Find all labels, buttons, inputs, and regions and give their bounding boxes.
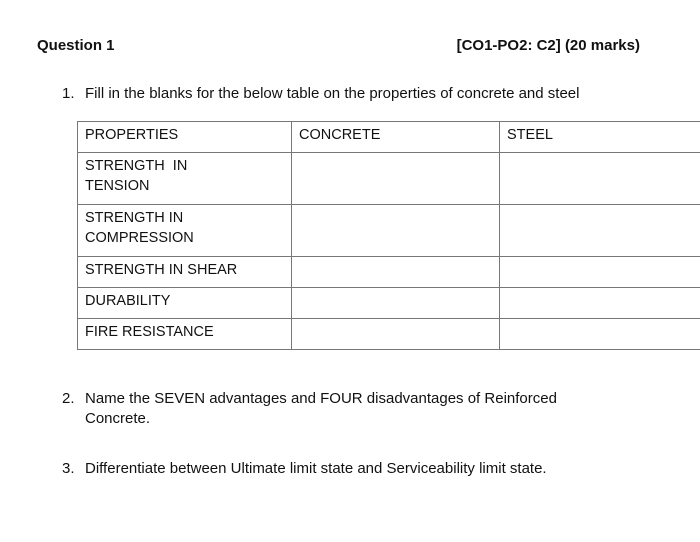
steel-cell[interactable]	[500, 153, 700, 205]
property-cell	[78, 205, 292, 257]
steel-cell[interactable]	[500, 319, 700, 350]
property-label: STRENGTH IN	[85, 158, 188, 174]
marks-code: [CO1-PO2: C2] (20 marks)	[456, 37, 640, 54]
table-row	[78, 288, 700, 319]
table-row	[78, 257, 700, 288]
property-label: TENSION	[85, 178, 150, 194]
table-row	[78, 205, 700, 257]
header-properties: PROPERTIES	[78, 122, 292, 153]
item-2-line: Concrete.	[85, 410, 151, 427]
table-row	[78, 153, 700, 205]
item-1-number: 1.	[62, 85, 75, 102]
header-steel: STEEL	[500, 122, 700, 153]
item-1-text: Fill in the blanks for the below table on the properties of concrete and steel	[85, 85, 580, 102]
question-title: Question 1	[37, 37, 115, 54]
property-cell	[78, 153, 292, 205]
header-concrete: CONCRETE	[292, 122, 500, 153]
property-cell	[78, 257, 292, 288]
steel-cell[interactable]	[500, 257, 700, 288]
property-cell	[78, 319, 292, 350]
property-label: STRENGTH IN SHEAR	[85, 262, 238, 278]
concrete-cell[interactable]	[292, 257, 500, 288]
item-2-number: 2.	[62, 390, 75, 407]
concrete-cell[interactable]	[292, 205, 500, 257]
concrete-cell[interactable]	[292, 319, 500, 350]
property-label: STRENGTH IN	[85, 210, 184, 226]
item-3-number: 3.	[62, 460, 75, 477]
item-3-text: Differentiate between Ultimate limit state and Serviceability limit state.	[85, 460, 547, 477]
table-header-row	[78, 122, 700, 153]
property-label: COMPRESSION	[85, 230, 194, 246]
item-2-line: Name the SEVEN advantages and FOUR disadvantages of Reinforced	[85, 390, 557, 407]
properties-table	[77, 121, 700, 350]
concrete-cell[interactable]	[292, 288, 500, 319]
property-label: FIRE RESISTANCE	[85, 324, 214, 340]
item-2-text	[85, 389, 557, 429]
property-cell	[78, 288, 292, 319]
steel-cell[interactable]	[500, 288, 700, 319]
table-row	[78, 319, 700, 350]
concrete-cell[interactable]	[292, 153, 500, 205]
steel-cell[interactable]	[500, 205, 700, 257]
property-label: DURABILITY	[85, 293, 171, 309]
